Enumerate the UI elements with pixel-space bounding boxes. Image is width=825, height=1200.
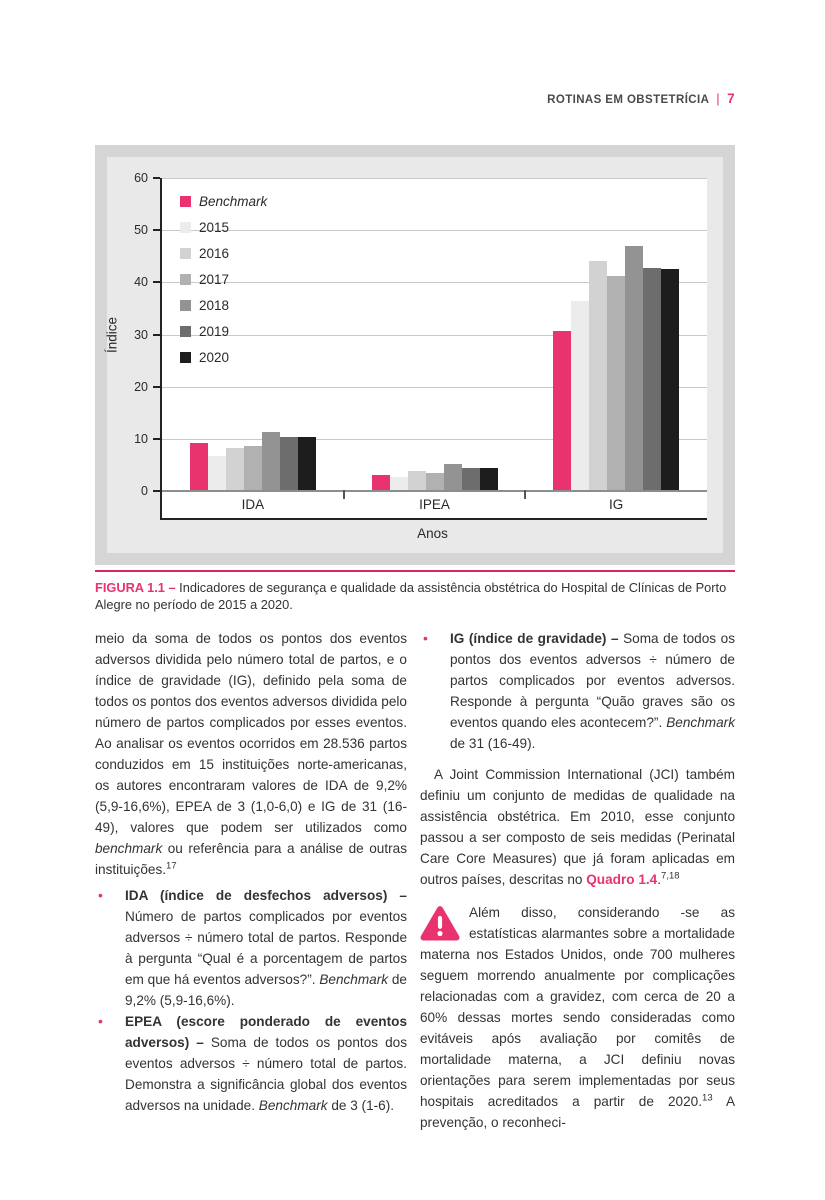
y-axis-tick-mark xyxy=(153,438,160,440)
y-axis-tick-mark xyxy=(153,177,160,179)
figure-caption-dash: – xyxy=(164,580,180,595)
warning-triangle-icon xyxy=(420,905,460,942)
text-run: Soma de todos os pontos dos eventos adversos ÷ número de partos complicados por eventos adversos. Responde à pergunta “Quão graves são os eventos quando eles acontecem?”. xyxy=(450,631,735,730)
right-column xyxy=(420,628,735,1133)
text-run: de 31 (16-49). xyxy=(450,736,536,751)
paragraph xyxy=(95,628,407,880)
figure-caption-label: FIGURA 1.1 xyxy=(95,580,165,595)
paragraph xyxy=(420,764,735,890)
list-item-text xyxy=(125,885,407,1011)
y-axis xyxy=(107,171,160,498)
bullet-list xyxy=(420,628,735,754)
bullet-list xyxy=(95,885,407,1116)
bar-ipea-2017 xyxy=(426,473,444,491)
y-axis-tick-label: 30 xyxy=(134,327,148,342)
list-item xyxy=(95,1011,407,1116)
figure-caption-text: Indicadores de segurança e qualidade da assistência obstétrica do Hospital de Clínicas de Porto Alegre no período de 2015 a 2020. xyxy=(95,580,727,612)
bar-ida-2018 xyxy=(262,432,280,491)
bar-ida-2016 xyxy=(226,448,244,491)
warning-paragraph xyxy=(420,902,735,1133)
legend-swatch-icon xyxy=(180,196,191,207)
y-axis-tick-label: 40 xyxy=(134,275,148,290)
bar-group-ig xyxy=(525,178,707,491)
text-run: IDA (índice de desfechos adversos) – xyxy=(125,888,407,903)
y-axis-tick-mark xyxy=(153,386,160,388)
bar-ig-benchmark xyxy=(553,331,571,491)
text-run: ou referência para a análise de outras instituições. xyxy=(95,841,407,877)
legend-label: 2019 xyxy=(199,323,230,339)
category-label-ig: IG xyxy=(609,497,624,512)
legend-item-2017 xyxy=(180,266,267,292)
text-run: Soma de todos os pontos dos eventos adversos ÷ número total de partos. Demonstra a significância global dos eventos adversos na unidade. xyxy=(125,1035,408,1113)
y-axis-tick-mark xyxy=(153,490,160,492)
text-run: 7,18 xyxy=(661,870,680,882)
chart-legend xyxy=(180,188,267,370)
figure-panel xyxy=(95,145,735,565)
bar-ipea-benchmark xyxy=(372,475,390,491)
legend-swatch-icon xyxy=(180,300,191,311)
text-run: Além disso, considerando -se as estatísticas alarmantes sobre a mortalidade materna nos Estados Unidos, onde 700 mulheres seguem morrendo anualmente por complicações relacionadas com a gravidez, com cerca de 20 a 60% dessas mortes sendo consideradas como evitáveis após avaliação por comitês de mortalidade materna, a JCI definiu novas orientações para serem implementadas por seus hospitais acreditados a partir de 2020. xyxy=(420,905,735,1109)
y-axis-tick-label: 20 xyxy=(134,379,148,394)
text-run: Número de partos complicados por eventos adversos ÷ número total de partos. Responde à pergunta “Qual é a porcentagem de partos em que há eventos adversos?”. xyxy=(125,909,407,987)
cross-reference-link[interactable]: Quadro 1.4 xyxy=(586,872,658,887)
y-axis-title: Índice xyxy=(104,316,120,353)
legend-label: 2016 xyxy=(199,245,230,261)
text-run: EPEA (escore ponderado de eventos adversos) – xyxy=(125,1014,407,1050)
bar-ipea-2019 xyxy=(462,468,480,491)
text-run: Benchmark xyxy=(258,1098,328,1113)
text-run: Benchmark xyxy=(666,715,735,730)
bar-ig-2015 xyxy=(571,301,589,491)
bullet-icon: • xyxy=(98,887,103,903)
text-run: de 3 (1-6). xyxy=(327,1098,395,1113)
bar-ipea-2016 xyxy=(408,471,426,491)
legend-swatch-icon xyxy=(180,326,191,337)
header-separator: | xyxy=(716,91,721,106)
legend-swatch-icon xyxy=(180,274,191,285)
warning-block xyxy=(420,902,735,1133)
legend-swatch-icon xyxy=(180,248,191,259)
list-item xyxy=(420,628,735,754)
left-column xyxy=(95,628,407,1116)
bar-ida-2019 xyxy=(280,437,298,491)
legend-label: 2020 xyxy=(199,349,230,365)
chart-container xyxy=(104,157,723,553)
text-run: IG (índice de gravidade) – xyxy=(450,631,624,646)
y-axis-tick-mark xyxy=(153,229,160,231)
list-item-text xyxy=(450,628,735,754)
running-header-title: ROTINAS EM OBSTETRÍCIA xyxy=(547,94,710,106)
y-axis-tick-label: 0 xyxy=(141,484,148,498)
text-run: A prevenção, o reconheci- xyxy=(420,1094,736,1130)
text-run: . xyxy=(657,872,662,887)
x-axis-title: Anos xyxy=(417,526,448,541)
list-item xyxy=(95,885,407,1011)
bullet-icon: • xyxy=(423,630,428,646)
bar-ig-2016 xyxy=(589,261,607,491)
y-axis-tick-mark xyxy=(153,281,160,283)
legend-label: 2017 xyxy=(199,271,230,287)
figure-caption xyxy=(95,579,735,613)
bar-group-ipea xyxy=(344,178,526,491)
category-label-ida: IDA xyxy=(241,497,265,512)
bar-ida-2020 xyxy=(298,437,316,491)
bar-ipea-2018 xyxy=(444,464,462,491)
legend-item-2020 xyxy=(180,344,267,370)
bar-ipea-2020 xyxy=(480,468,498,491)
legend-label: 2018 xyxy=(199,297,230,313)
bar-ig-2018 xyxy=(625,246,643,491)
text-run: Benchmark xyxy=(319,972,389,987)
running-header xyxy=(547,91,735,106)
plot-area xyxy=(160,178,707,520)
bar-ida-benchmark xyxy=(190,443,208,491)
legend-item-2015 xyxy=(180,214,267,240)
text-run: benchmark xyxy=(95,841,163,856)
bar-ipea-2015 xyxy=(390,477,408,491)
bar-ida-2017 xyxy=(244,446,262,491)
text-run: A Joint Commission International (JCI) também definiu um conjunto de medidas de qualidade na assistência obstétrica. Em 2010, esse conjunto passou a ser composto de seis medidas (Perinatal Care Core Measures) que já foram aplicadas em outros países, descritas no xyxy=(420,767,735,887)
legend-label: Benchmark xyxy=(199,193,268,209)
y-axis-tick-label: 60 xyxy=(134,171,148,185)
legend-item-2019 xyxy=(180,318,267,344)
bullet-icon: • xyxy=(98,1013,103,1029)
text-run: meio da soma de todos os pontos dos eventos adversos dividida pelo número total de partos, e o índice de gravidade (IG), definido pela soma de todos os pontos dos eventos adversos dividida pelo número de partos complicados por esses eventos. Ao analisar os eventos ocorridos em 28.536 partos conduzidos em 15 instituições norte-americanas, os autores encontraram valores de IDA de 9,2% (5,9-16,6%), EPEA de 3 (1,0-6,0) e IG de 31 (16-49), valores que podem ser utilizados como xyxy=(95,631,407,835)
legend-swatch-icon xyxy=(180,222,191,233)
y-axis-tick-label: 50 xyxy=(134,223,148,238)
y-axis-tick-label: 10 xyxy=(134,431,148,446)
legend-swatch-icon xyxy=(180,352,191,363)
bar-ig-2017 xyxy=(607,276,625,491)
legend-item-2016 xyxy=(180,240,267,266)
bar-ig-2020 xyxy=(661,269,679,491)
text-run: de 9,2% (5,9-16,6%). xyxy=(125,972,407,1008)
legend-item-benchmark xyxy=(180,188,267,214)
category-labels xyxy=(162,492,707,518)
legend-item-2018 xyxy=(180,292,267,318)
caption-rule xyxy=(95,570,735,572)
text-run: 17 xyxy=(166,860,177,872)
category-label-ipea: IPEA xyxy=(419,497,450,512)
page-number: 7 xyxy=(727,91,735,106)
list-item-text xyxy=(125,1011,407,1116)
bar-ida-2015 xyxy=(208,456,226,491)
bar-ig-2019 xyxy=(643,268,661,491)
y-axis-tick-mark xyxy=(153,334,160,336)
text-run: 13 xyxy=(702,1092,713,1104)
legend-label: 2015 xyxy=(199,219,230,235)
